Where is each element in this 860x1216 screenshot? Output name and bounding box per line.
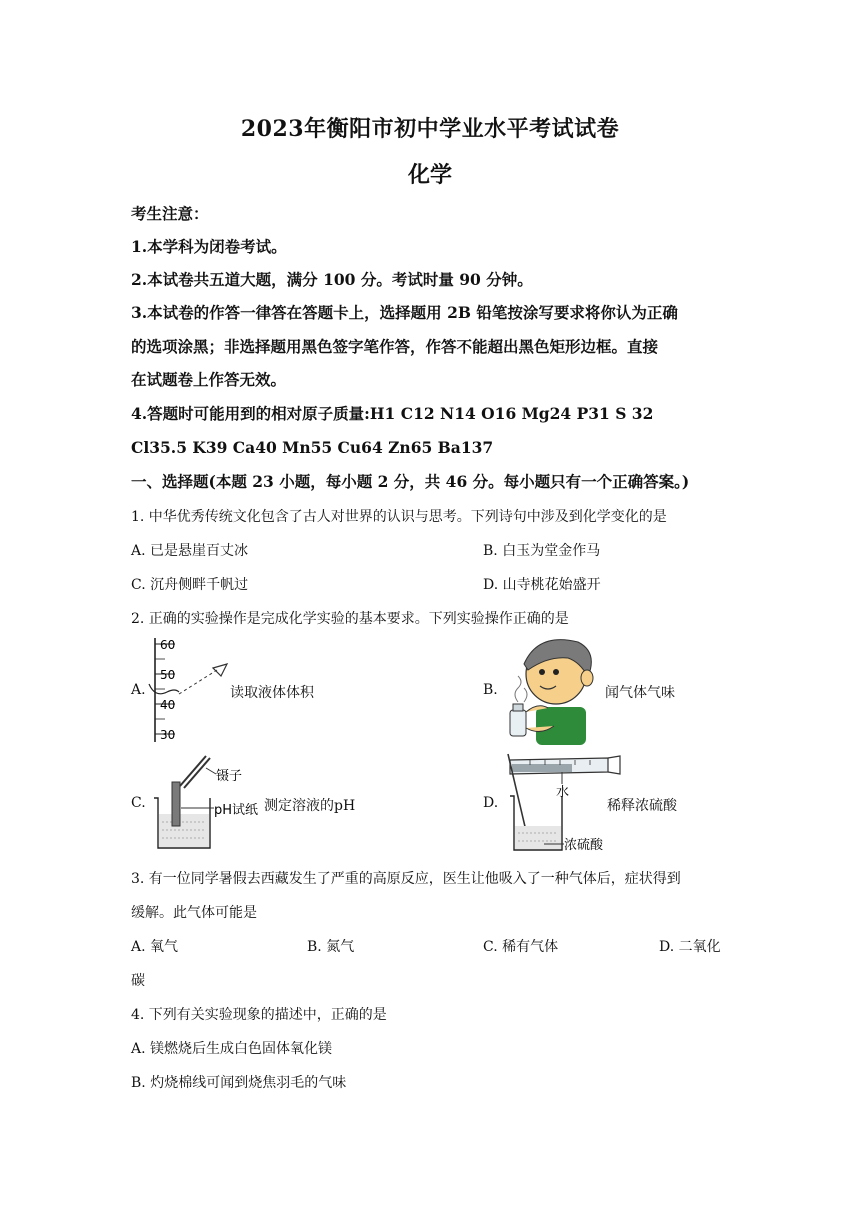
option-letter: A. (131, 682, 146, 698)
option-d: D. 山寺桃花始盛开 (483, 577, 601, 593)
student-smelling-figure (498, 632, 608, 747)
option-letter: B. (483, 682, 498, 698)
question-stem: 1. 中华优秀传统文化包含了古人对世界的认识与思考。下列诗句中涉及到化学变化的是 (131, 509, 667, 525)
notice-item: 3.本试卷的作答一律答在答题卡上，选择题用 2B 铅笔按涂写要求将你认为正确 (131, 303, 678, 322)
option-letter: C. (131, 795, 146, 811)
option-c: C. 稀有气体 (483, 939, 559, 955)
option-a: A. 已是悬崖百丈冰 (131, 543, 249, 559)
notice-item: 1.本学科为闭卷考试。 (131, 237, 287, 256)
option-d-wrap: 碳 (131, 973, 145, 989)
figure-caption: 稀释浓硫酸 (607, 798, 677, 814)
figure-caption: 读取液体体积 (230, 685, 314, 701)
notice-item: 的选项涂黑；非选择题用黑色签字笔作答，作答不能超出黑色矩形边框。直接 (131, 337, 659, 356)
subject-title: 化学 (407, 162, 452, 188)
option-a: A. 氧气 (131, 939, 179, 955)
option-b: B. 灼烧棉线可闻到烧焦羽毛的气味 (131, 1075, 347, 1091)
ph-test-figure (150, 752, 265, 852)
figure-caption: 闻气体气味 (605, 685, 675, 701)
figure-label: 浓硫酸 (564, 838, 604, 853)
figure-label: pH试纸 (214, 803, 259, 818)
option-b: B. 氮气 (307, 939, 355, 955)
notice-item: Cl35.5 K39 Ca40 Mn55 Cu64 Zn65 Ba137 (131, 438, 494, 457)
tick-label: 30 (160, 728, 176, 742)
question-stem-continued: 缓解。此气体可能是 (131, 905, 257, 921)
figure-caption: 测定溶液的pH (264, 798, 356, 814)
option-d: D. 二氧化 (659, 939, 721, 955)
figure-label: 水 (556, 785, 570, 800)
notice-item: 4.答题时可能用到的相对原子质量:H1 C12 N14 O16 Mg24 P31 S 32 (131, 404, 654, 423)
question-stem: 2. 正确的实验操作是完成化学实验的基本要求。下列实验操作正确的是 (131, 611, 569, 627)
option-a: A. 镁燃烧后生成白色固体氧化镁 (131, 1041, 333, 1057)
question-stem: 4. 下列有关实验现象的描述中，正确的是 (131, 1007, 387, 1023)
tick-label: 40 (160, 698, 176, 712)
option-letter: D. (483, 795, 499, 811)
figure-label: 镊子 (216, 769, 243, 784)
page-title: 2023年衡阳市初中学业水平考试试卷 (240, 116, 620, 142)
section-title: 一、选择题(本题 23 小题，每小题 2 分，共 46 分。每小题只有一个正确答案。) (131, 472, 690, 491)
question-stem: 3. 有一位同学暑假去西藏发生了严重的高原反应，医生让他吸入了一种气体后，症状得到 (131, 871, 681, 887)
option-b: B. 白玉为堂金作马 (483, 543, 601, 559)
tick-label: 50 (160, 668, 176, 682)
tick-label: 60 (160, 638, 176, 652)
notice-heading: 考生注意： (131, 204, 209, 223)
option-c: C. 沉舟侧畔千帆过 (131, 577, 249, 593)
graduated-cylinder-figure (145, 636, 235, 746)
notice-item: 在试题卷上作答无效。 (131, 370, 287, 389)
notice-item: 2.本试卷共五道大题，满分 100 分。考试时量 90 分钟。 (131, 270, 533, 289)
